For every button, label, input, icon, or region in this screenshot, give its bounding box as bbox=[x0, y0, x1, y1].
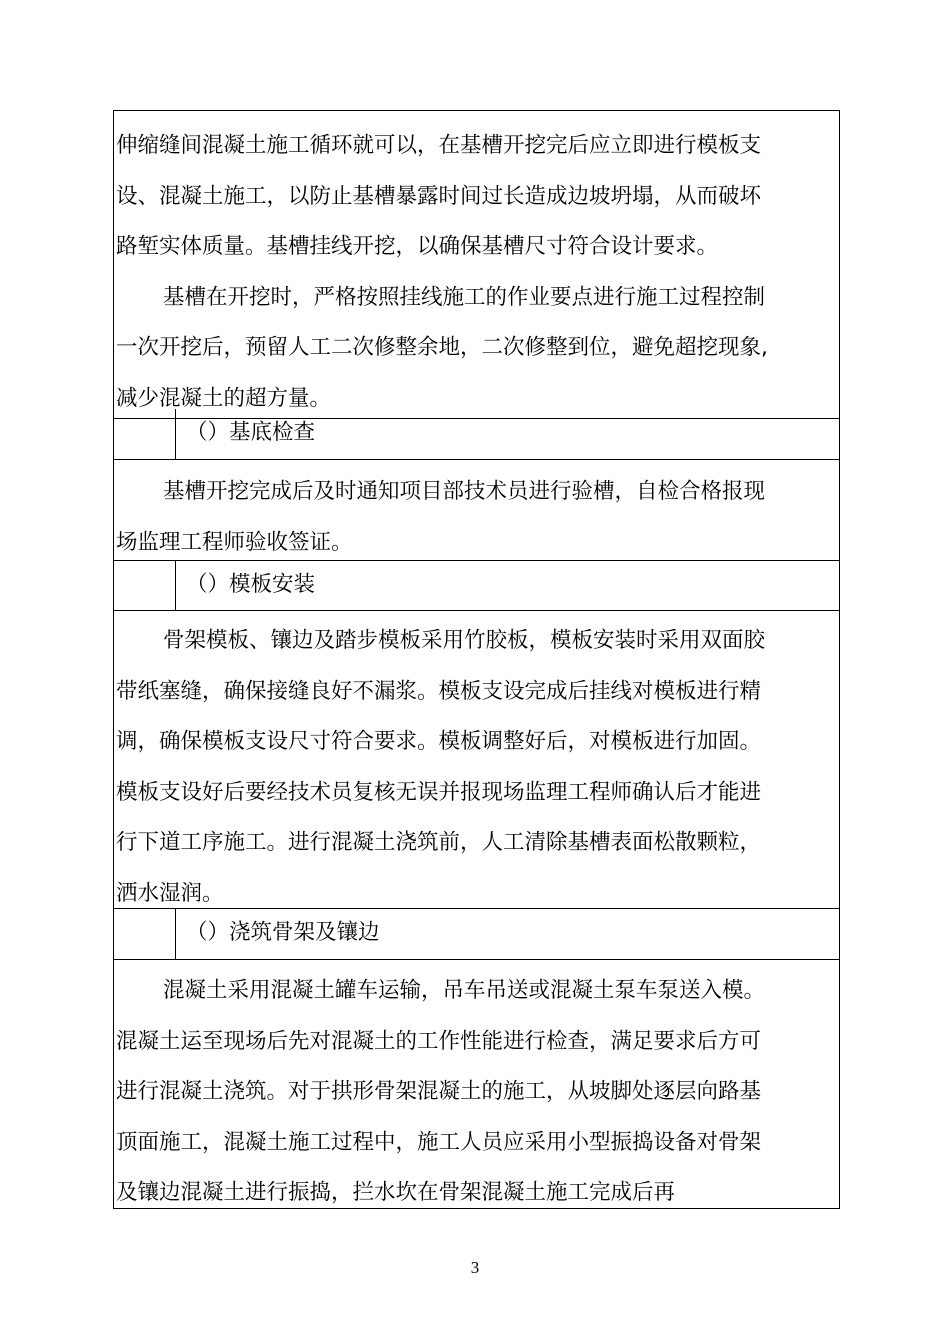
text-line: 顶面施工，混凝土施工过程中，施工人员应采用小型振捣设备对骨架 bbox=[116, 1129, 762, 1155]
paragraph bbox=[114, 121, 839, 424]
text-line: 混凝土运至现场后先对混凝土的工作性能进行检查，满足要求后方可 bbox=[116, 1028, 762, 1054]
section-heading-row bbox=[114, 409, 839, 460]
text-line: 基槽在开挖时，严格按照挂线施工的作业要点进行施工过程控制 bbox=[163, 284, 766, 310]
text-line: 基槽开挖完成后及时通知项目部技术员进行验槽，自检合格报现 bbox=[163, 479, 766, 504]
text-line: 骨架模板、镶边及踏步模板采用竹胶板，模板安装时采用双面胶 bbox=[163, 628, 766, 653]
paragraph-block bbox=[114, 960, 839, 1210]
text-line: 伸缩缝间混凝土施工循环就可以，在基槽开挖完后应立即进行模板支 bbox=[116, 133, 762, 158]
text-line: 模板支设好后要经技术员复核无误并报现场监理工程师确认后才能进 bbox=[116, 779, 762, 805]
paragraph bbox=[114, 611, 839, 919]
paragraph-block bbox=[114, 611, 839, 909]
text-line: 行下道工序施工。进行混凝土浇筑前，人工清除基槽表面松散颗粒， bbox=[116, 830, 762, 855]
text-line: 进行混凝土浇筑。对于拱形骨架混凝土的施工，从坡脚处逐层向路基 bbox=[116, 1079, 762, 1104]
text-line: 减少混凝土的超方量。 bbox=[116, 385, 332, 411]
section-heading-row bbox=[114, 909, 839, 960]
text-line: 路堑实体质量。基槽挂线开挖，以确保基槽尺寸符合设计要求。 bbox=[116, 234, 719, 259]
paragraph-block bbox=[114, 121, 839, 419]
section-heading: （）模板安装 bbox=[175, 561, 839, 610]
document-frame bbox=[113, 110, 840, 1209]
paragraph bbox=[114, 960, 839, 1219]
text-line: 一次开挖后，预留人工二次修整余地，二次修整到位，避免超挖现象, bbox=[116, 335, 768, 360]
text-line: 带纸塞缝，确保接缝良好不漏浆。模板支设完成后挂线对模板进行精 bbox=[116, 678, 762, 704]
paragraph-block bbox=[114, 460, 839, 561]
text-line: 及镶边混凝土进行振捣，拦水坎在骨架混凝土施工完成后再 bbox=[116, 1180, 676, 1205]
section-heading: （）基底检查 bbox=[175, 409, 839, 459]
page-number: 3 bbox=[470, 1258, 480, 1277]
text-line: 调，确保模板支设尺寸符合要求。模板调整好后，对模板进行加固。 bbox=[116, 729, 762, 754]
text-line: 洒水湿润。 bbox=[116, 880, 224, 906]
section-heading: （）浇筑骨架及镶边 bbox=[175, 909, 839, 959]
paragraph bbox=[114, 460, 839, 568]
text-line: 设、混凝土施工，以防止基槽暴露时间过长造成边坡坍塌，从而破坏 bbox=[116, 183, 762, 209]
text-line: 混凝土采用混凝土罐车运输，吊车吊送或混凝土泵车泵送入模。 bbox=[163, 978, 766, 1003]
text-line: 场监理工程师验收签证。 bbox=[116, 529, 353, 555]
section-heading-row bbox=[114, 561, 839, 611]
